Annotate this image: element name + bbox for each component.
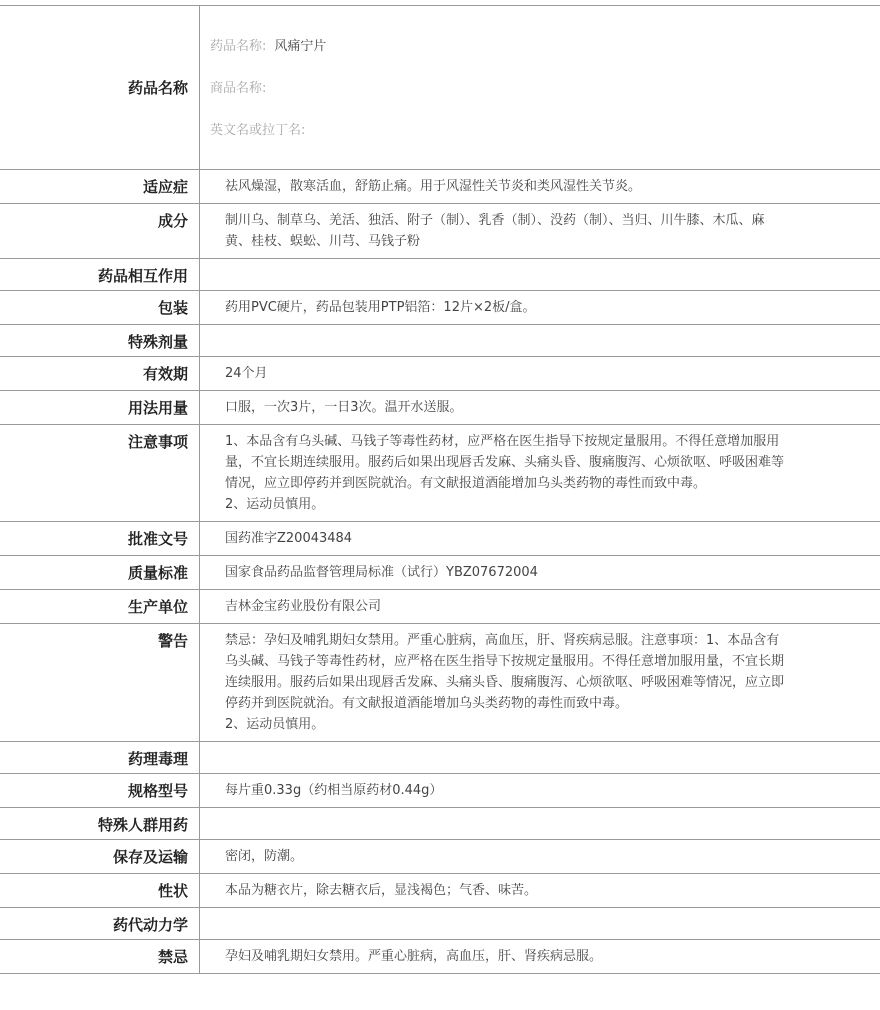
row-label: 药代动力学 xyxy=(0,908,200,939)
row-value: 国家食品药品监督管理局标准（试行）YBZ07672004 xyxy=(225,565,538,580)
row-value: 本品为糖衣片，除去糖衣后，显浅褐色；气香、味苦。 xyxy=(225,883,538,898)
row-value xyxy=(200,259,880,290)
row-label: 用法用量 xyxy=(0,391,200,424)
row-label: 质量标准 xyxy=(0,556,200,589)
table-row xyxy=(0,170,880,204)
table-row xyxy=(0,556,880,590)
row-label: 生产单位 xyxy=(0,590,200,623)
trade-name-line xyxy=(210,78,870,99)
row-label: 药理毒理 xyxy=(0,742,200,773)
row-value xyxy=(200,325,880,356)
drug-name-block xyxy=(200,6,880,169)
table-row xyxy=(0,357,880,391)
drug-name-row xyxy=(0,6,880,170)
row-value: 制川乌、制草乌、羌活、独活、附子（制）、乳香（制）、没药（制）、当归、川牛膝、木瓜、麻黄、桂枝、蜈蚣、川芎、马钱子粉 xyxy=(225,213,765,249)
table-row xyxy=(0,874,880,908)
table-row xyxy=(0,774,880,808)
table-row xyxy=(0,940,880,974)
row-label: 注意事项 xyxy=(0,425,200,521)
table-row xyxy=(0,808,880,840)
row-value: 每片重0.33g（约相当原药材0.44g） xyxy=(225,783,443,798)
row-value: 孕妇及哺乳期妇女禁用。严重心脏病，高血压，肝、肾疾病忌服。 xyxy=(225,949,603,964)
row-value xyxy=(200,908,880,939)
row-label: 药品名称 xyxy=(0,6,200,169)
row-label: 警告 xyxy=(0,624,200,741)
row-value: 口服，一次3片，一日3次。温开水送服。 xyxy=(225,400,463,415)
table-row xyxy=(0,590,880,624)
latin-name-line xyxy=(210,120,870,141)
table-row xyxy=(0,259,880,291)
table-row xyxy=(0,425,880,522)
row-value: 国药准字Z20043484 xyxy=(225,531,353,546)
generic-name-value: 风痛宁片 xyxy=(274,39,327,54)
row-value: 禁忌：孕妇及哺乳期妇女禁用。严重心脏病，高血压，肝、肾疾病忌服。注意事项：1、本品含有乌头碱、马钱子等毒性药材，应严格在医生指导下按规定量服用。不得任意增加服用量，不宜长期连续服用。服药后如果出现唇舌发麻、头痛头昏、腹痛腹泻、心烦欲呕、呼吸困难等情况，应立即停药并到医院就治。有文献报道酒能增加乌头类药物的毒性而致中毒。 2、运动员慎用。 xyxy=(225,633,785,732)
row-label: 成分 xyxy=(0,204,200,258)
row-value xyxy=(200,742,880,773)
drug-info-table xyxy=(0,5,880,974)
row-label: 批准文号 xyxy=(0,522,200,555)
table-row xyxy=(0,325,880,357)
row-label: 有效期 xyxy=(0,357,200,390)
row-label: 适应症 xyxy=(0,170,200,203)
latin-name-key: 英文名或拉丁名: xyxy=(210,123,306,138)
row-value: 吉林金宝药业股份有限公司 xyxy=(225,599,382,614)
row-value: 祛风燥湿，散寒活血，舒筋止痛。用于风湿性关节炎和类风湿性关节炎。 xyxy=(225,179,642,194)
row-label: 包装 xyxy=(0,291,200,324)
generic-name-line xyxy=(210,36,870,57)
row-label: 特殊人群用药 xyxy=(0,808,200,839)
row-value xyxy=(200,808,880,839)
row-label: 特殊剂量 xyxy=(0,325,200,356)
table-row xyxy=(0,204,880,259)
row-label: 保存及运输 xyxy=(0,840,200,873)
table-row xyxy=(0,391,880,425)
generic-name-key: 药品名称: xyxy=(210,39,267,54)
row-label: 禁忌 xyxy=(0,940,200,973)
row-label: 规格型号 xyxy=(0,774,200,807)
row-value: 1、本品含有乌头碱、马钱子等毒性药材，应严格在医生指导下按规定量服用。不得任意增加服用量，不宜长期连续服用。服药后如果出现唇舌发麻、头痛头昏、腹痛腹泻、心烦欲呕、呼吸困难等情况，应立即停药并到医院就治。有文献报道酒能增加乌头类药物的毒性而致中毒。 2、运动员慎用。 xyxy=(225,434,785,512)
table-row xyxy=(0,840,880,874)
row-value: 24个月 xyxy=(225,366,268,381)
row-label: 性状 xyxy=(0,874,200,907)
table-row xyxy=(0,291,880,325)
row-label: 药品相互作用 xyxy=(0,259,200,290)
table-row xyxy=(0,908,880,940)
row-value: 药用PVC硬片，药品包装用PTP铝箔：12片×2板/盒。 xyxy=(225,300,536,315)
table-row xyxy=(0,624,880,742)
trade-name-key: 商品名称: xyxy=(210,81,267,96)
table-row xyxy=(0,522,880,556)
table-row xyxy=(0,742,880,774)
row-value: 密闭，防潮。 xyxy=(225,849,304,864)
